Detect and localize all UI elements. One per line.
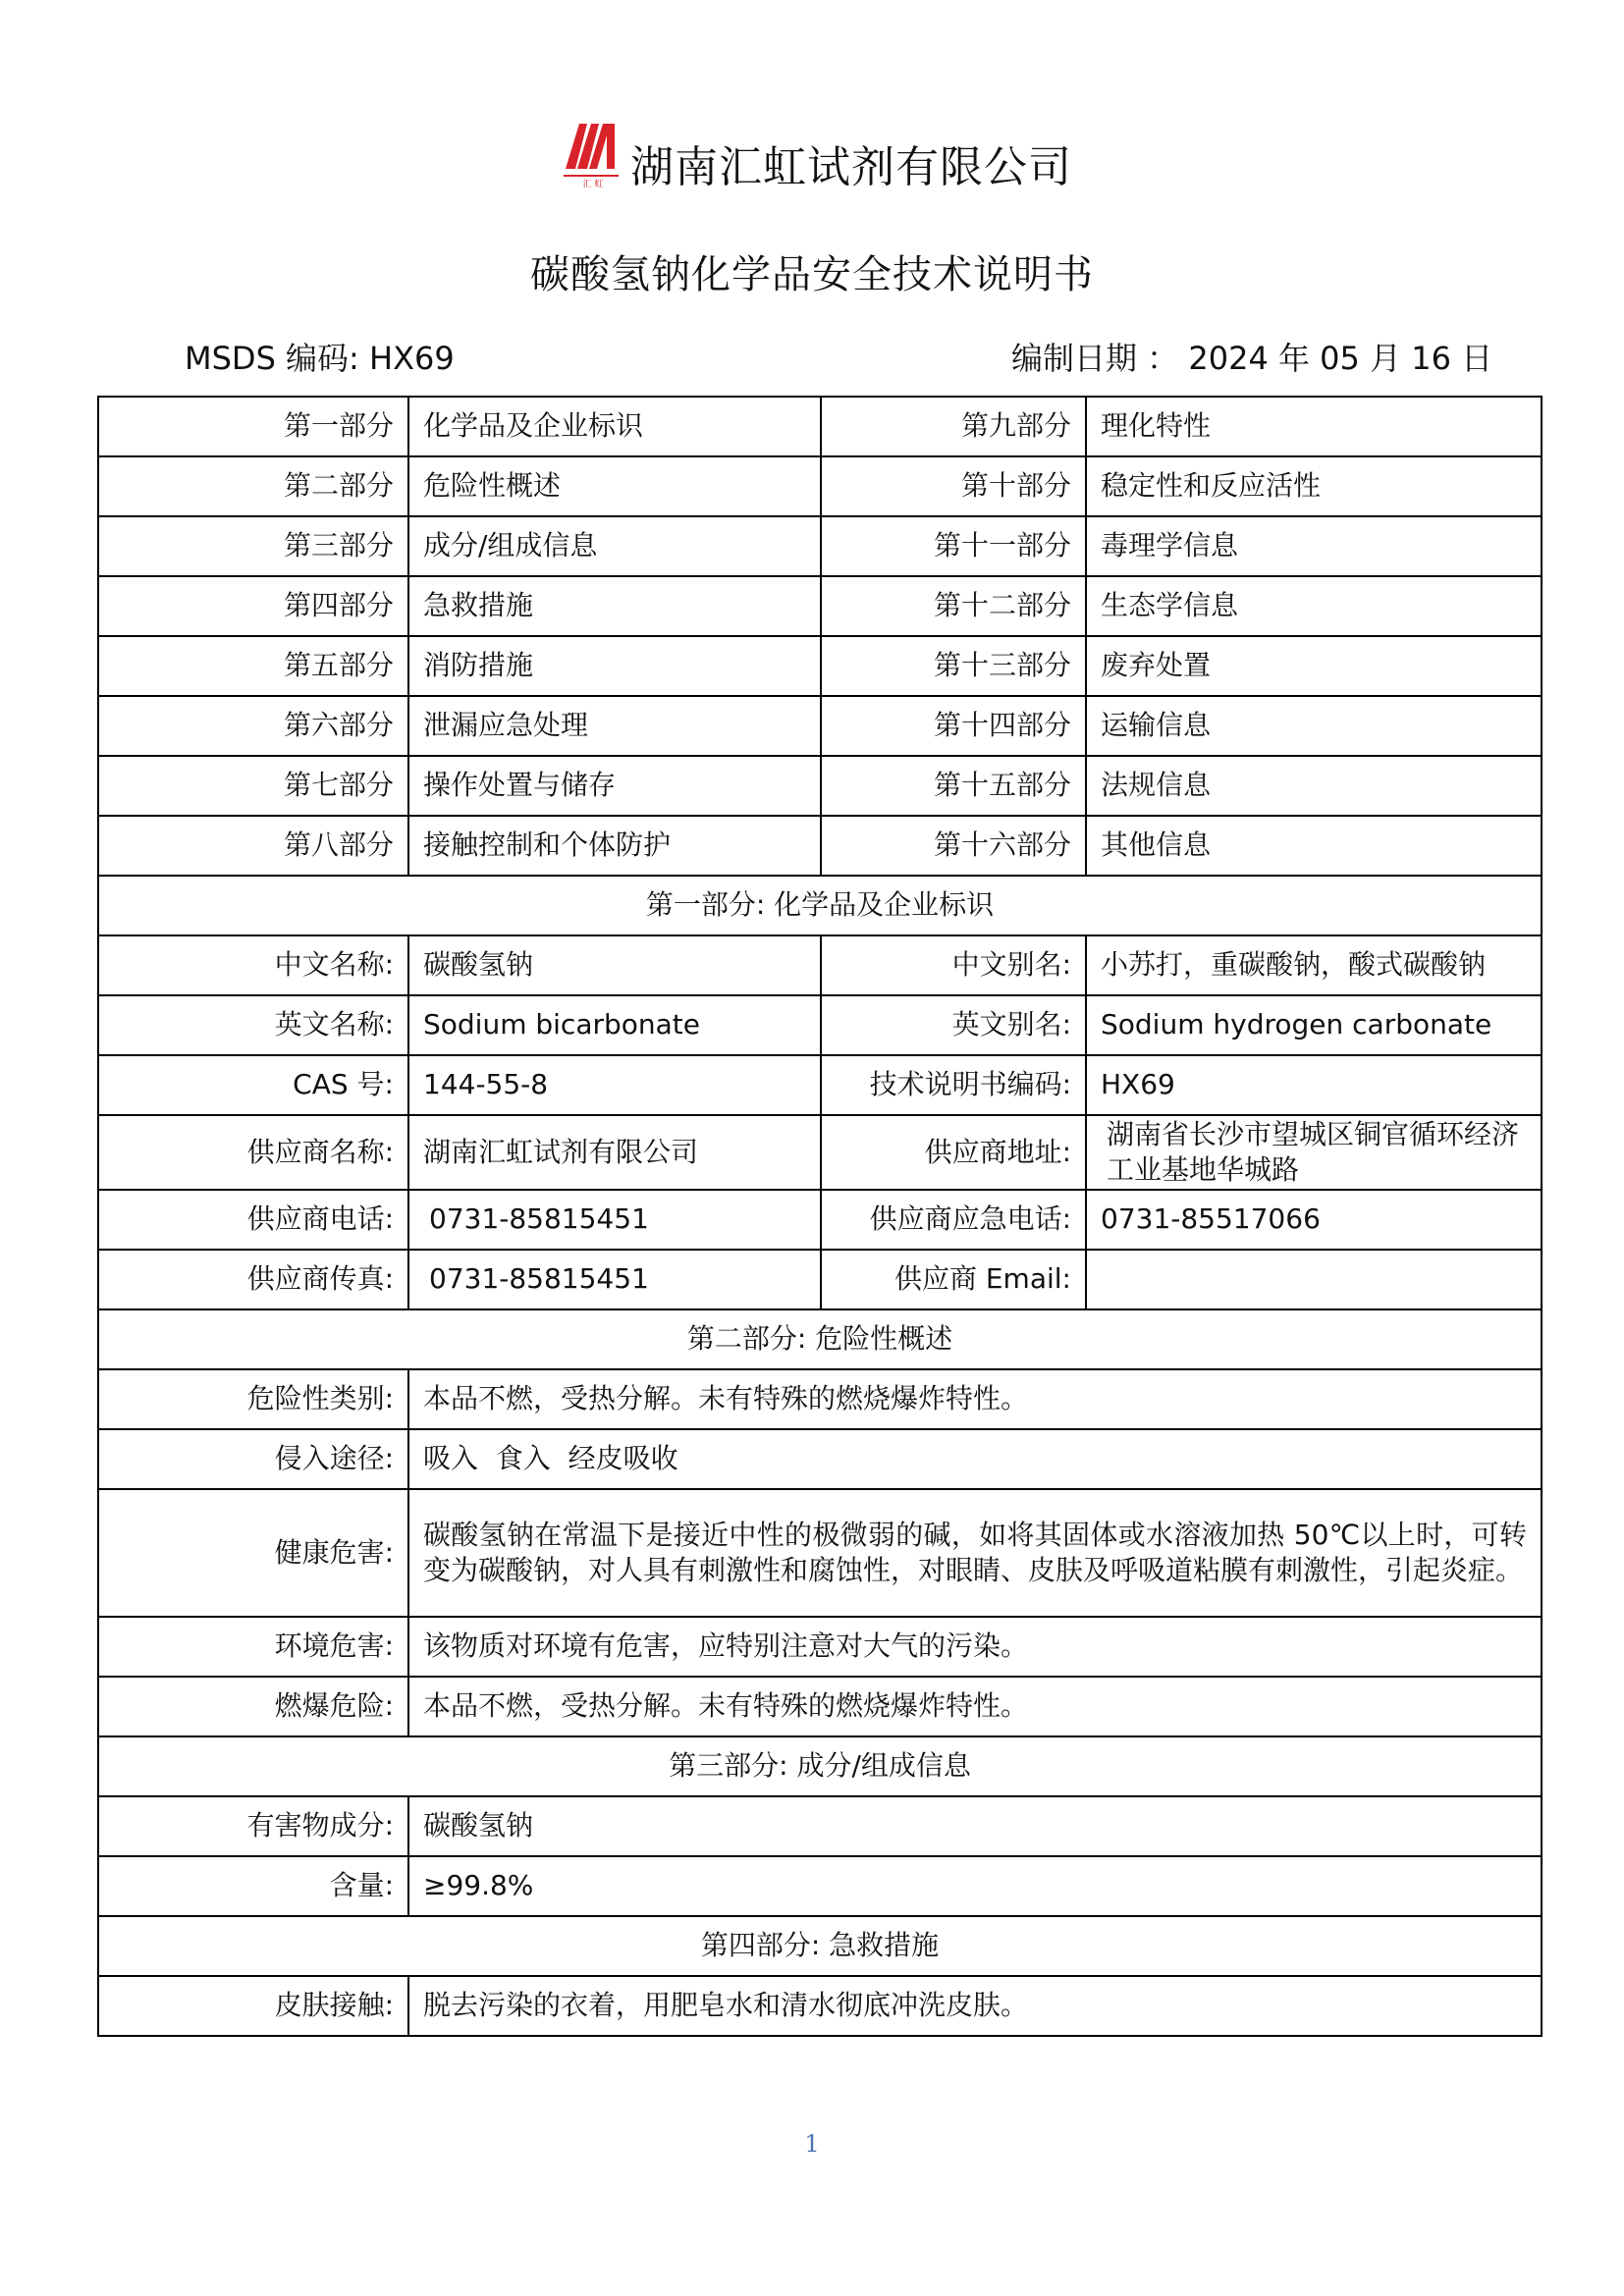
toc-name: 消防措施 — [408, 636, 821, 696]
table-row — [98, 1796, 1542, 1856]
toc-row — [98, 397, 1542, 456]
compile-date — [1011, 334, 1492, 379]
field-value: 0731-85517066 — [1086, 1190, 1542, 1250]
field-label: 环境危害: — [98, 1617, 408, 1677]
field-label: 有害物成分: — [98, 1796, 408, 1856]
toc-name: 生态学信息 — [1086, 576, 1542, 636]
field-value: 本品不燃，受热分解。未有特殊的燃烧爆炸特性。 — [408, 1369, 1542, 1429]
toc-name: 理化特性 — [1086, 397, 1542, 456]
table-row — [98, 1489, 1542, 1617]
field-value: 0731-85815451 — [408, 1190, 821, 1250]
document-title: 碳酸氢钠化学品安全技术说明书 — [530, 252, 1094, 297]
field-label: 皮肤接触: — [98, 1976, 408, 2036]
field-value: 吸入 食入 经皮吸收 — [408, 1429, 1542, 1489]
field-label: 含量: — [98, 1856, 408, 1916]
toc-name: 成分/组成信息 — [408, 516, 821, 576]
toc-row — [98, 636, 1542, 696]
toc-part: 第二部分 — [98, 456, 408, 516]
field-value: 碳酸氢钠 — [408, 1796, 1542, 1856]
field-value: Sodium bicarbonate — [408, 995, 821, 1055]
section2-heading: 第二部分: 危险性概述 — [98, 1309, 1542, 1369]
field-label: 英文名称: — [98, 995, 408, 1055]
table-row — [98, 1617, 1542, 1677]
toc-part: 第八部分 — [98, 816, 408, 876]
field-label: 供应商电话: — [98, 1190, 408, 1250]
msds-code-label: MSDS 编码: — [185, 340, 359, 377]
field-label: 危险性类别: — [98, 1369, 408, 1429]
field-label: 燃爆危险: — [98, 1677, 408, 1736]
table-row — [98, 1115, 1542, 1190]
toc-row — [98, 456, 1542, 516]
toc-part: 第十部分 — [821, 456, 1086, 516]
toc-part: 第十三部分 — [821, 636, 1086, 696]
toc-name: 运输信息 — [1086, 696, 1542, 756]
section4-heading: 第四部分: 急救措施 — [98, 1916, 1542, 1976]
field-label: 侵入途径: — [98, 1429, 408, 1489]
toc-name: 其他信息 — [1086, 816, 1542, 876]
field-label: 中文名称: — [98, 935, 408, 995]
toc-row — [98, 816, 1542, 876]
table-row — [98, 1856, 1542, 1916]
table-row — [98, 995, 1542, 1055]
table-row — [98, 1677, 1542, 1736]
toc-part: 第十四部分 — [821, 696, 1086, 756]
field-label: 供应商名称: — [98, 1115, 408, 1190]
toc-name: 稳定性和反应活性 — [1086, 456, 1542, 516]
table-row — [98, 1190, 1542, 1250]
toc-part: 第十二部分 — [821, 576, 1086, 636]
toc-part: 第六部分 — [98, 696, 408, 756]
section-heading-row — [98, 876, 1542, 935]
toc-name: 化学品及企业标识 — [408, 397, 821, 456]
health-hazard-text: 碳酸氢钠在常温下是接近中性的极微弱的碱，如将其固体或水溶液加热 50℃以上时，可转变为碳酸钠，对人具有刺激性和腐蚀性，对眼睛、皮肤及呼吸道粘膜有刺激性，引起炎症。 — [408, 1489, 1542, 1617]
logo-icon — [558, 116, 628, 188]
field-label: 英文别名: — [821, 995, 1086, 1055]
supplier-address: 湖南省长沙市望城区铜官循环经济工业基地华城路 — [1086, 1115, 1542, 1190]
toc-part: 第三部分 — [98, 516, 408, 576]
field-value: 该物质对环境有危害，应特别注意对大气的污染。 — [408, 1617, 1542, 1677]
toc-name: 接触控制和个体防护 — [408, 816, 821, 876]
toc-name: 危险性概述 — [408, 456, 821, 516]
table-row — [98, 935, 1542, 995]
msds-code-value: HX69 — [369, 340, 455, 377]
compile-date-value: 2024 年 05 月 16 日 — [1188, 340, 1493, 377]
table-row — [98, 1055, 1542, 1115]
field-label: 供应商地址: — [821, 1115, 1086, 1190]
toc-part: 第十五部分 — [821, 756, 1086, 816]
field-label: 供应商传真: — [98, 1250, 408, 1309]
toc-name: 泄漏应急处理 — [408, 696, 821, 756]
toc-part: 第四部分 — [98, 576, 408, 636]
toc-name: 急救措施 — [408, 576, 821, 636]
field-value — [1086, 1250, 1542, 1309]
field-value: ≥99.8% — [408, 1856, 1542, 1916]
field-value: 144-55-8 — [408, 1055, 821, 1115]
msds-table — [97, 396, 1543, 2037]
field-value: Sodium hydrogen carbonate — [1086, 995, 1542, 1055]
field-value: HX69 — [1086, 1055, 1542, 1115]
field-label: 技术说明书编码: — [821, 1055, 1086, 1115]
field-value: 0731-85815451 — [408, 1250, 821, 1309]
toc-part: 第五部分 — [98, 636, 408, 696]
field-label: 供应商 Email: — [821, 1250, 1086, 1309]
section1-heading: 第一部分: 化学品及企业标识 — [98, 876, 1542, 935]
section-heading-row — [98, 1736, 1542, 1796]
page-header — [0, 113, 1624, 201]
logo-text: 汇 虹 — [582, 180, 604, 188]
toc-part: 第一部分 — [98, 397, 408, 456]
toc-name: 毒理学信息 — [1086, 516, 1542, 576]
section-heading-row — [98, 1916, 1542, 1976]
compile-date-label: 编制日期 ： — [1011, 340, 1179, 377]
company-logo — [558, 116, 628, 188]
table-row — [98, 1976, 1542, 2036]
toc-name: 法规信息 — [1086, 756, 1542, 816]
toc-name: 废弃处置 — [1086, 636, 1542, 696]
table-row — [98, 1250, 1542, 1309]
toc-part: 第十六部分 — [821, 816, 1086, 876]
table-row — [98, 1369, 1542, 1429]
toc-part: 第七部分 — [98, 756, 408, 816]
field-label: 中文别名: — [821, 935, 1086, 995]
company-name: 湖南汇虹试剂有限公司 — [630, 142, 1072, 192]
section-heading-row — [98, 1309, 1542, 1369]
msds-code — [185, 334, 455, 379]
toc-part: 第十一部分 — [821, 516, 1086, 576]
toc-row — [98, 576, 1542, 636]
field-label: CAS 号: — [98, 1055, 408, 1115]
page-number: 1 — [804, 2130, 820, 2158]
field-value: 碳酸氢钠 — [408, 935, 821, 995]
field-value: 小苏打，重碳酸钠，酸式碳酸钠 — [1086, 935, 1542, 995]
field-value: 本品不燃，受热分解。未有特殊的燃烧爆炸特性。 — [408, 1677, 1542, 1736]
field-label: 健康危害: — [98, 1489, 408, 1617]
toc-part: 第九部分 — [821, 397, 1086, 456]
field-value: 湖南汇虹试剂有限公司 — [408, 1115, 821, 1190]
toc-row — [98, 756, 1542, 816]
section3-heading: 第三部分: 成分/组成信息 — [98, 1736, 1542, 1796]
toc-row — [98, 696, 1542, 756]
toc-name: 操作处置与储存 — [408, 756, 821, 816]
toc-row — [98, 516, 1542, 576]
field-value: 脱去污染的衣着，用肥皂水和清水彻底冲洗皮肤。 — [408, 1976, 1542, 2036]
table-row — [98, 1429, 1542, 1489]
field-label: 供应商应急电话: — [821, 1190, 1086, 1250]
